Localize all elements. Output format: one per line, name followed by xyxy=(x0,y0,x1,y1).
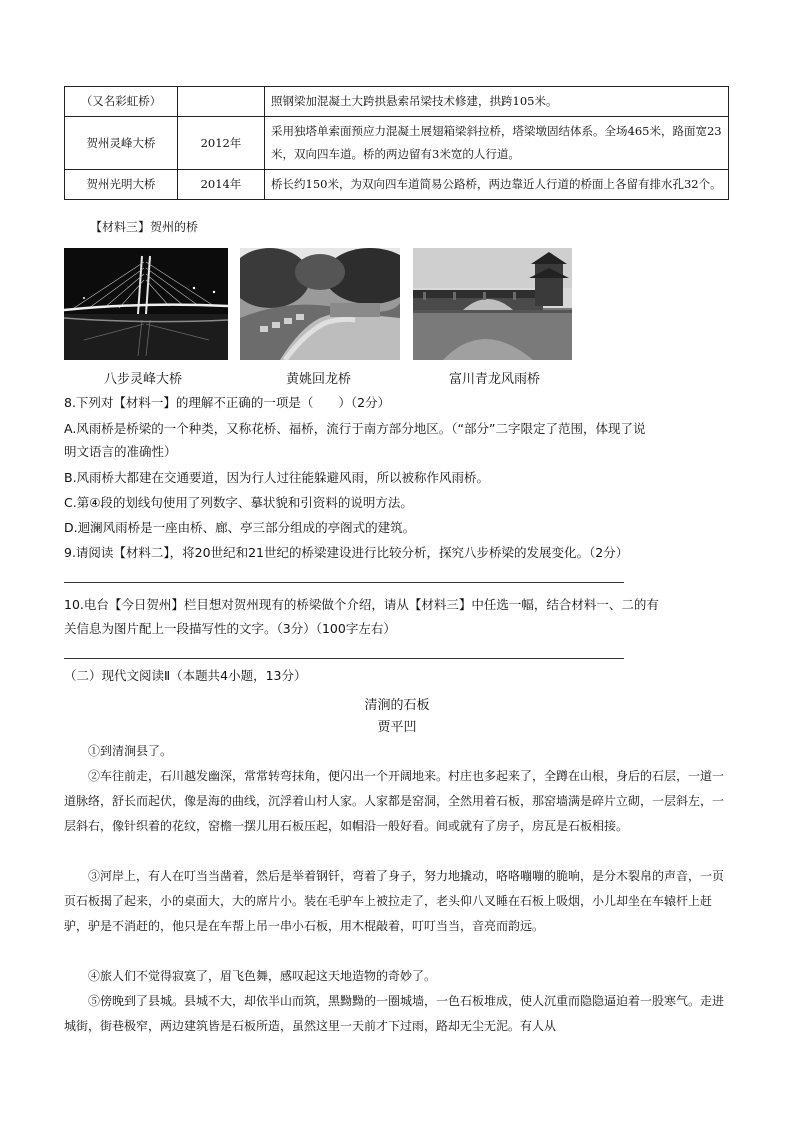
article-author: 贾平凹 xyxy=(377,720,417,735)
bridge-name: （又名彩虹桥） xyxy=(65,87,178,117)
article-title: 清涧的石板 xyxy=(364,698,430,713)
bridge-name: 贺州灵峰大桥 xyxy=(65,117,178,170)
question-9: 9.请阅读【材料二】，将20世纪和21世纪的桥梁建设进行比较分析，探究八步桥梁的发展变化。（2分） xyxy=(64,545,629,560)
question-8-option-a: A.风雨桥是桥梁的一个种类，又称花桥、福桥，流行于南方部分地区。（“部分”二字限定了范围，体现了说 xyxy=(64,421,646,436)
caption-qinglong: 富川青龙风雨桥 xyxy=(449,372,541,387)
question-8-option-b: B.风雨桥大都建在交通要道，因为行人过往能躲避风雨，所以被称作风雨桥。 xyxy=(64,470,490,485)
bridge-table xyxy=(64,86,729,200)
paragraph-4: ④旅人们不觉得寂寞了，眉飞色舞，感叹起这天地造物的奇妙了。 xyxy=(88,969,437,983)
bridge-desc: 桥长约150米，为双向四车道简易公路桥，两边靠近人行道的桥面上各留有排水孔32个。 xyxy=(265,170,729,200)
bridge-desc: 采用独塔单索面预应力混凝土展翅箱梁斜拉桥，塔梁墩固结体系。全场465米，路面宽23米，双向四车道。桥的两边留有3米宽的人行道。 xyxy=(265,117,729,170)
qinglong-bridge-photo xyxy=(413,248,572,360)
answer-line xyxy=(64,582,624,583)
lingfeng-bridge-photo xyxy=(64,248,228,360)
question-10-cont: 关信息为图片配上一段描写性的文字。（3分）（100字左右） xyxy=(64,621,396,636)
question-8: 8.下列对【材料一】的理解不正确的一项是（ ）（2分） xyxy=(64,395,391,410)
section-heading: （二）现代文阅读Ⅱ（本题共4小题，13分） xyxy=(64,668,307,683)
question-8-option-c: C.第④段的划线句使用了列数字、摹状貌和引资料的说明方法。 xyxy=(64,495,413,510)
caption-lingfeng: 八步灵峰大桥 xyxy=(104,372,183,387)
bridge-desc: 照钢梁加混凝土大跨拱悬索吊梁技术修建，拱跨105米。 xyxy=(265,87,729,117)
question-8-option-d: D.迴澜风雨桥是一座由桥、廊、亭三部分组成的亭阁式的建筑。 xyxy=(64,520,416,535)
question-10: 10.电台【今日贺州】栏目想对贺州现有的桥梁做个介绍，请从【材料三】中任选一幅，结合材料一、二的有 xyxy=(64,597,659,612)
paragraph-5: ⑤傍晚到了县城。县城不大，却依半山而筑，黑黝黝的一圈城墙，一色石板堆成，使人沉重而隐隐逼迫着一股寒气。走进城街，街巷极窄，两边建筑皆是石板所造，虽然这里一天前才下过雨，路却无尘无泥。有人从 xyxy=(64,994,725,1033)
bridge-name: 贺州光明大桥 xyxy=(65,170,178,200)
paragraph-2: ②车往前走，石川越发幽深，常常转弯抹角，便闪出一个开阔地来。村庄也多起来了，全蹲在山根，身后的石层，一道一道脉络，舒长而起伏，像是海的曲线，沉浮着山村人家。人家都是窑洞，全然用着石板，那窑墙满是碎片立砌，一层斜左，一层斜右，像针织着的花纹，窑檐一摆儿用石板压起，如帽沿一般好看。间或就有了房子，房瓦是石板相接。 xyxy=(64,769,725,833)
table-row xyxy=(65,117,729,170)
bridge-year xyxy=(178,87,265,117)
caption-huilong: 黄姚回龙桥 xyxy=(286,372,352,387)
bridge-year: 2014年 xyxy=(178,170,265,200)
paragraph-1: ①到清涧县了。 xyxy=(88,744,173,758)
table-row xyxy=(65,170,729,200)
answer-line xyxy=(64,658,624,659)
material3-heading: 【材料三】贺州的桥 xyxy=(90,220,199,234)
paragraph-3: ③河岸上，有人在叮当当凿着，然后是举着钢钎，弯着了身子，努力地撬动，咯咯嘣嘣的脆响，是分木裂帛的声音，一页页石板揭了起来，小的桌面大，大的席片小。装在毛驴车上被拉走了，老头仰八叉睡在石板上吸烟，小儿却坐在车辕杆上赶驴，驴是不消赶的，他只是在车帮上吊一串小石板，用木棍敲着，叮叮当当，音亮而韵远。 xyxy=(64,869,725,933)
table-row xyxy=(65,87,729,117)
question-8-option-a-cont: 明文语言的准确性） xyxy=(64,444,177,459)
bridge-year: 2012年 xyxy=(178,117,265,170)
huilong-bridge-photo xyxy=(240,248,400,360)
